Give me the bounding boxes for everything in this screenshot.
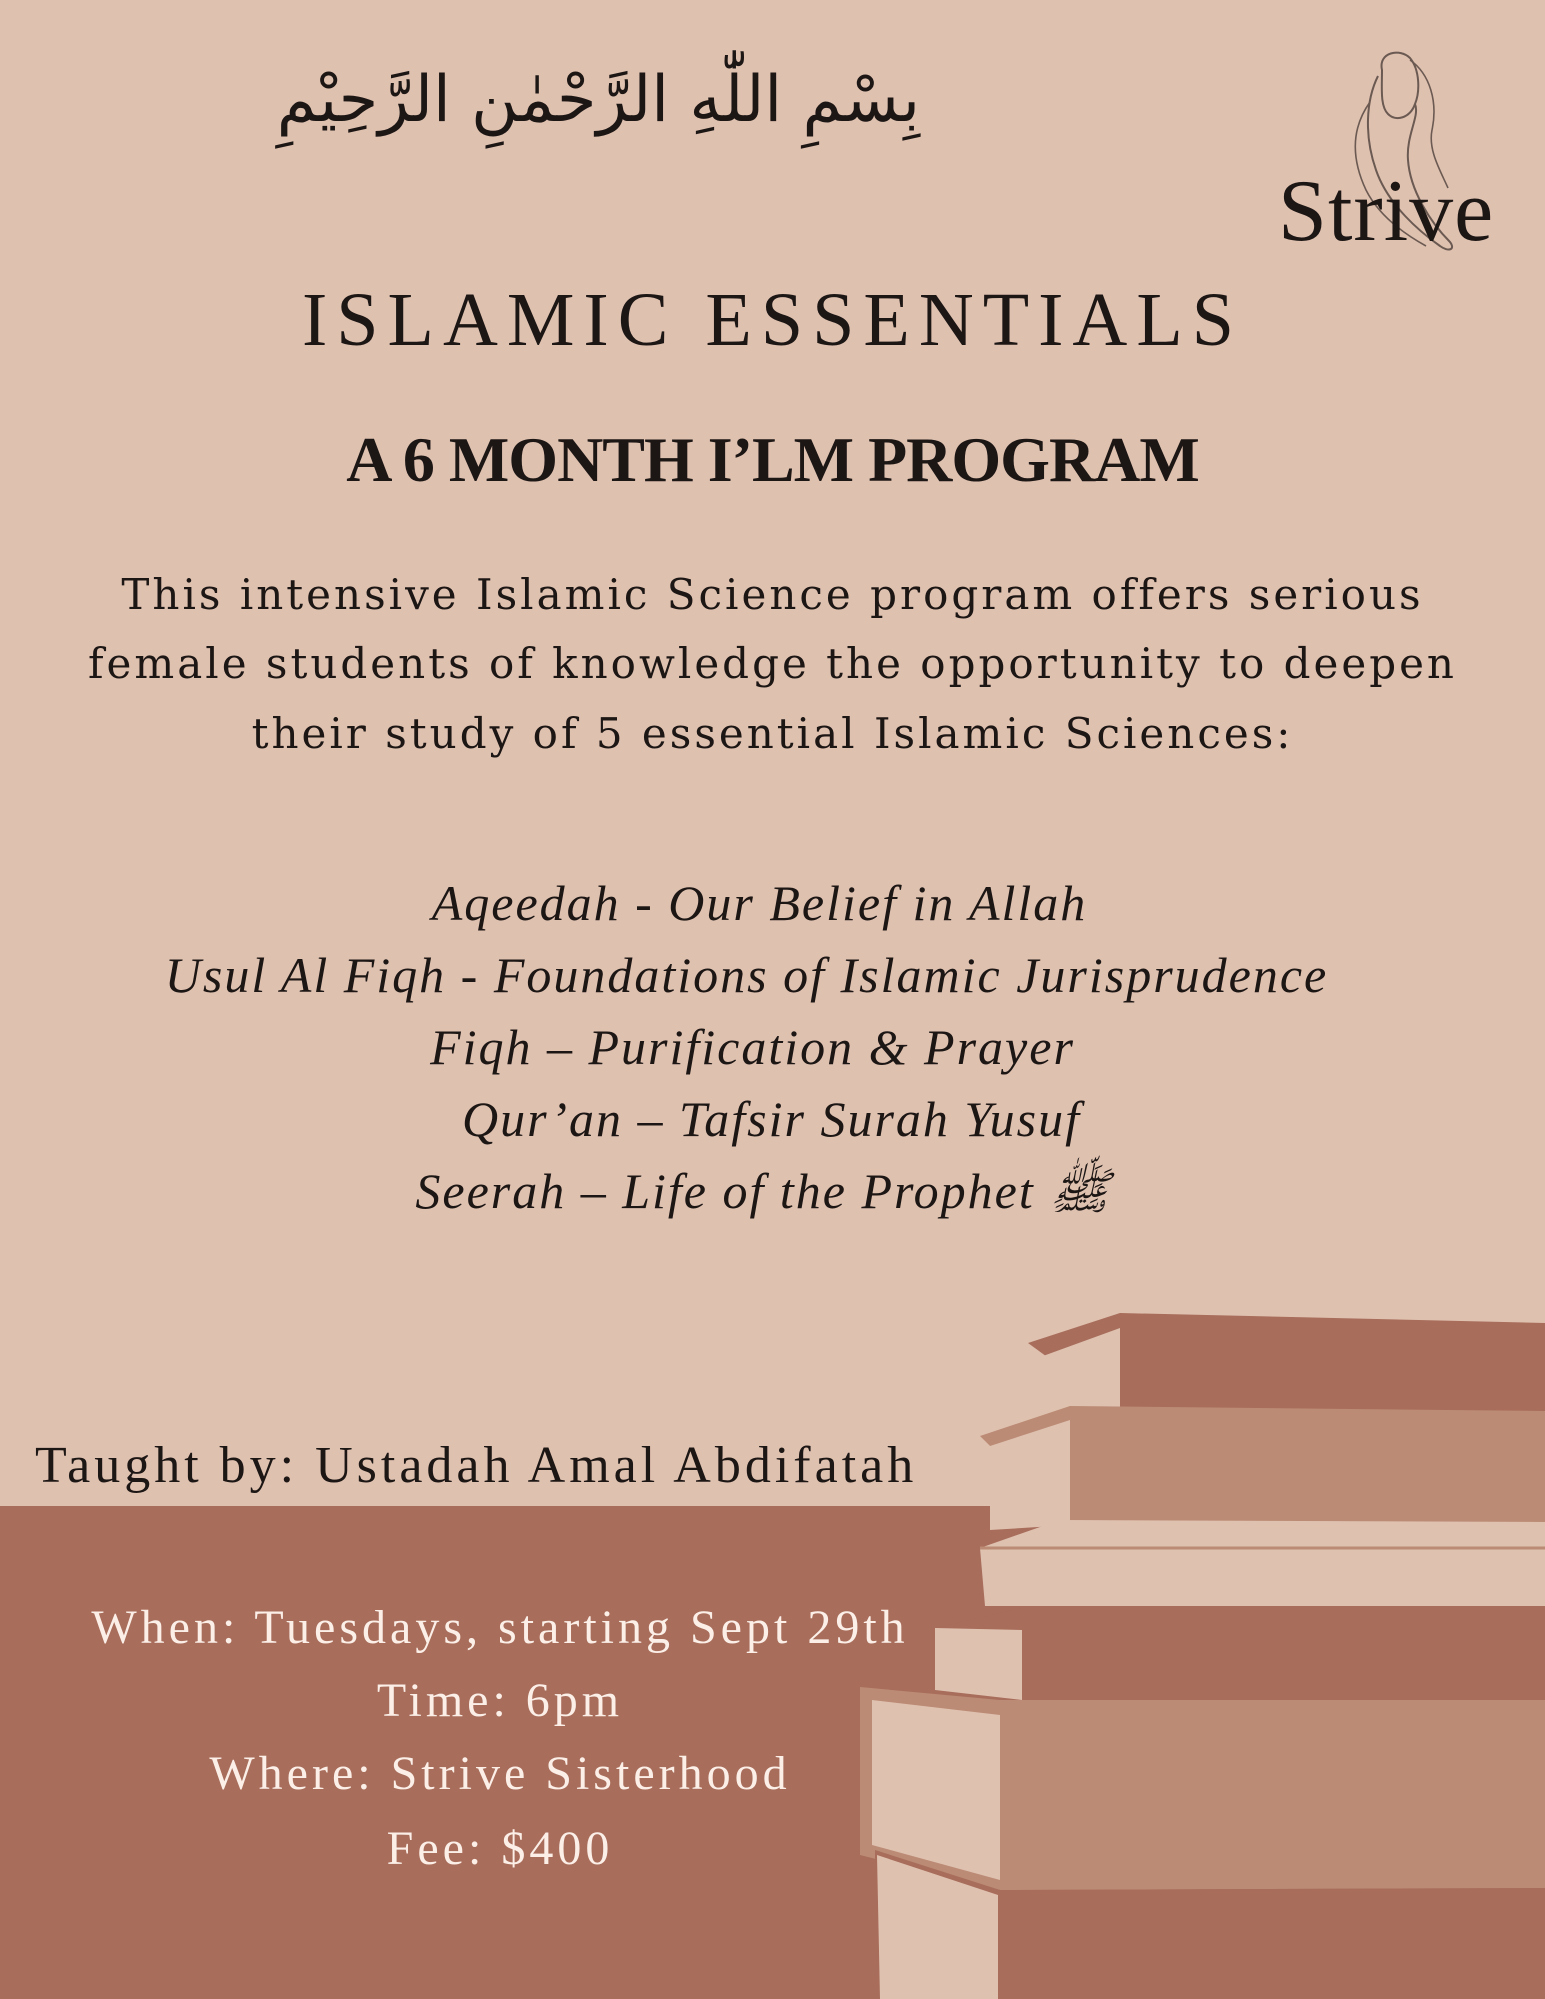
description-line: their study of 5 essential Islamic Sciences: bbox=[251, 709, 1294, 758]
subject-item: Seerah – Life of the Prophet ﷺ bbox=[415, 1163, 1110, 1219]
page-subtitle: A 6 MONTH I’LM PROGRAM bbox=[346, 424, 1199, 495]
logo-text: Strive bbox=[1278, 163, 1495, 260]
subject-item: Qur’an – Tafsir Surah Yusuf bbox=[461, 1091, 1081, 1147]
detail-time: Time: 6pm bbox=[376, 1674, 624, 1727]
subject-item: Aqeedah - Our Belief in Allah bbox=[431, 875, 1088, 931]
description-line: female students of knowledge the opportunity to deepen bbox=[88, 639, 1457, 688]
book-cover bbox=[935, 1606, 1545, 1705]
bismillah-calligraphy: بِسْمِ اللّٰهِ الرَّحْمٰنِ الرَّحِيْمِ bbox=[276, 63, 920, 137]
strive-logo bbox=[1270, 40, 1520, 260]
book-cover bbox=[980, 1520, 1545, 1606]
description-line: This intensive Islamic Science program offers serious bbox=[121, 570, 1424, 619]
subject-item: Fiqh – Purification & Prayer bbox=[430, 1019, 1075, 1075]
detail-fee: Fee: $400 bbox=[386, 1822, 614, 1875]
teacher-line: Taught by: Ustadah Amal Abdifatah bbox=[35, 1437, 918, 1494]
detail-when: When: Tuesdays, starting Sept 29th bbox=[91, 1601, 909, 1654]
subject-item: Usul Al Fiqh - Foundations of Islamic Jurisprudence bbox=[164, 947, 1329, 1003]
detail-where: Where: Strive Sisterhood bbox=[209, 1747, 791, 1800]
page-title: ISLAMIC ESSENTIALS bbox=[301, 278, 1244, 362]
